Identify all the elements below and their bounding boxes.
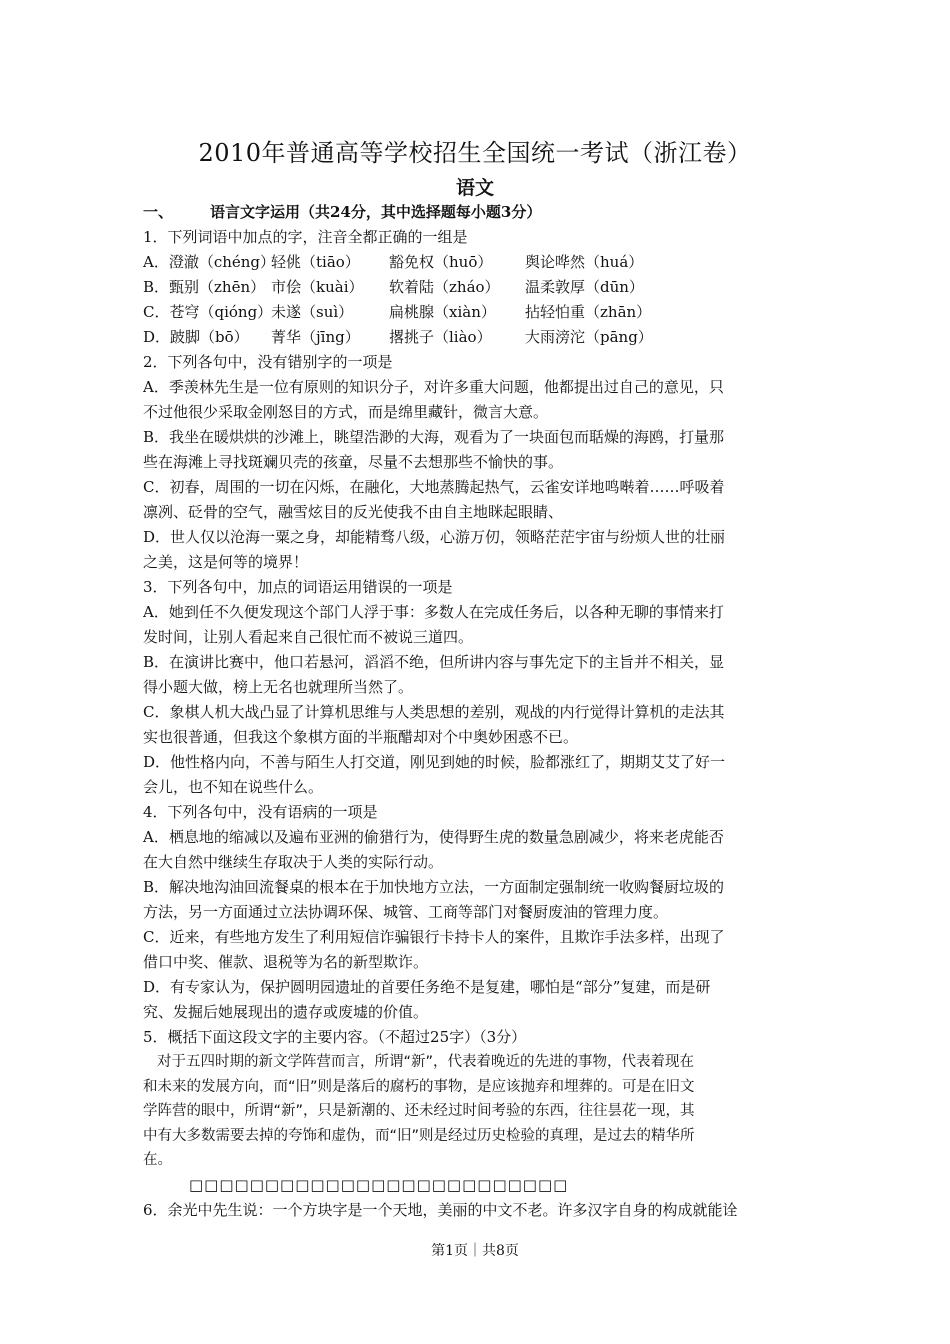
question-text-line: 借口中奖、催款、退税等为名的新型欺诈。 [143,953,429,971]
question-text-line: 得小题大做，榜上无名也就理所当然了。 [143,678,414,696]
option-item: 拈轻怕重（zhān） [525,303,652,321]
question-1-option-a [143,250,811,275]
question-text-line: 实也很普通，但我这个象棋方面的半瓶醋却对个中奥妙困惑不已。 [143,728,579,746]
option-item: 豁免权（huō） [389,253,493,271]
option-item: D．跛脚（bō） [143,328,249,346]
question-1-option-c [143,300,811,325]
passage-line: 在。 [143,1152,172,1168]
question-text-line: 发时间，让别人看起来自己很忙而不被说三道四。 [143,628,474,646]
question-1-option-d [143,325,811,350]
question-text-line: B．解决地沟油回流餐桌的根本在于加快地方立法，一方面制定强制统一收购餐厨垃圾的 [143,878,725,896]
question-text-line: 在大自然中继续生存取决于人类的实际行动。 [143,853,444,871]
passage-line: 对于五四时期的新文学阵营而言，所谓“新”，代表着晚近的先进的事物，代表着现在 [157,1054,695,1070]
section-heading [143,200,811,225]
question-text-line: A．季羡林先生是一位有原则的知识分子，对许多重大问题，他都提出过自己的意见，只 [143,378,724,396]
question-text-line: D．他性格内向，不善与陌生人打交道，刚见到她的时候，脸都涨红了，期期艾艾了好一 [143,753,726,771]
answer-boxes: □□□□□□□□□□□□□□□□□□□□□□□□□ [189,1175,569,1194]
question-text-line: C．初春，周围的一切在闪烁，在融化，大地蒸腾起热气，云雀安详地鸣啭着……呼吸着 [143,478,725,496]
section-title: 语言文字运用（共24分，其中选择题每小题3分） [210,203,542,221]
option-item: 大雨滂沱（pāng） [525,328,653,346]
option-item: 扁桃腺（xiàn） [389,303,496,321]
option-item: 菁华（jīng） [271,328,360,346]
passage-line: 和未来的发展方向，而“旧”则是落后的腐朽的事物，是应该抛弃和埋葬的。可是在旧文 [143,1078,695,1095]
question-2-stem: 2．下列各句中，没有错别字的一项是 [143,353,393,371]
option-item: 未遂（suì） [271,303,354,321]
question-1-option-b [143,275,811,300]
question-text-line: A．栖息地的缩减以及遍布亚洲的偷猎行为，使得野生虎的数量急剧减少，将来老虎能否 [143,828,724,846]
exam-content [143,200,811,1223]
question-text-line: 凛冽、砭骨的空气，融雪炫目的反光使我不由自主地眯起眼睛、 [143,503,564,521]
passage-line: 学阵营的眼中，所谓“新”，只是新潮的、还未经过时间考验的东西，往往昙花一现，其 [143,1103,695,1119]
option-item: B．甄别（zhēn） [143,278,266,296]
question-text-line: A．她到任不久便发现这个部门人浮于事：多数人在完成任务后，以各种无聊的事情来打 [143,603,724,621]
question-text-line: 之美，这是何等的境界！ [143,553,309,571]
subject-heading: 语文 [455,177,494,199]
option-item: 轻佻（tiāo） [271,253,360,271]
question-text-line: 方法，另一方面通过立法协调环保、城管、工商等部门对餐厨废油的管理力度。 [143,903,669,921]
question-6-stem: 6．余光中先生说：一个方块字是一个天地，美丽的中文不老。许多汉字自身的构成就能诠 [143,1200,738,1219]
option-item: 温柔敦厚（dūn） [525,278,644,296]
question-text-line: 不过他很少采取金刚怒目的方式，而是绵里藏针，微言大意。 [143,403,549,421]
question-text-line: C．象棋人机大战凸显了计算机思维与人类思想的差别，观战的内行觉得计算机的走法其 [143,703,725,721]
exam-title: 2010年普通高等学校招生全国统一考试（浙江卷） [198,139,752,167]
passage-line: 中有大多数需要去掉的夸饰和虚伪，而“旧”则是经过历史检验的真理，是过去的精华所 [143,1127,695,1144]
question-text-line: 究、发掘后她展现出的遗存或废墟的价值。 [143,1003,429,1021]
option-item: C．苍穹（qióng） [143,303,273,321]
question-text-line: B．在演讲比赛中，他口若悬河，滔滔不绝，但所讲内容与事先定下的主旨并不相关，显 [143,653,725,671]
question-text-line: D．世人仅以沧海一粟之身，却能精骛八级，心游万仞，领略茫茫宇宙与纷烦人世的壮丽 [143,528,726,546]
question-3-stem: 3．下列各句中，加点的词语运用错误的一项是 [143,578,453,596]
option-item: 软着陆（zháo） [389,278,500,296]
question-text-line: B．我坐在暖烘烘的沙滩上，眺望浩渺的大海，观看为了一块面包而聒燥的海鸥，打量那 [143,428,725,446]
question-text-line: 些在海滩上寻找斑斓贝壳的孩童，尽量不去想那些不愉快的事。 [143,453,564,471]
question-text-line: 会儿，也不知在说些什么。 [143,778,324,796]
question-text-line: C．近来，有些地方发生了利用短信诈骗银行卡持卡人的案件，且欺诈手法多样，出现了 [143,928,725,946]
question-1-stem: 1．下列词语中加点的字，注音全都正确的一组是 [143,228,468,246]
option-item: A．澄澈（chéng） [143,253,276,271]
question-text-line: D．有专家认为，保护圆明园遗址的首要任务绝不是复建，哪怕是“部分”复建，而是研 [143,978,711,996]
option-item: 市侩（kuài） [271,278,364,296]
question-4-stem: 4．下列各句中，没有语病的一项是 [143,803,378,821]
page-footer: 第1页｜共8页 [431,1243,519,1259]
reading-passage [143,1050,811,1173]
question-5-stem: 5．概括下面这段文字的主要内容。（不超过25字）（3分） [143,1028,527,1046]
option-item: 撂挑子（liào） [389,328,492,346]
option-item: 舆论哗然（huá） [525,253,644,271]
section-number: 一、 [143,203,174,221]
